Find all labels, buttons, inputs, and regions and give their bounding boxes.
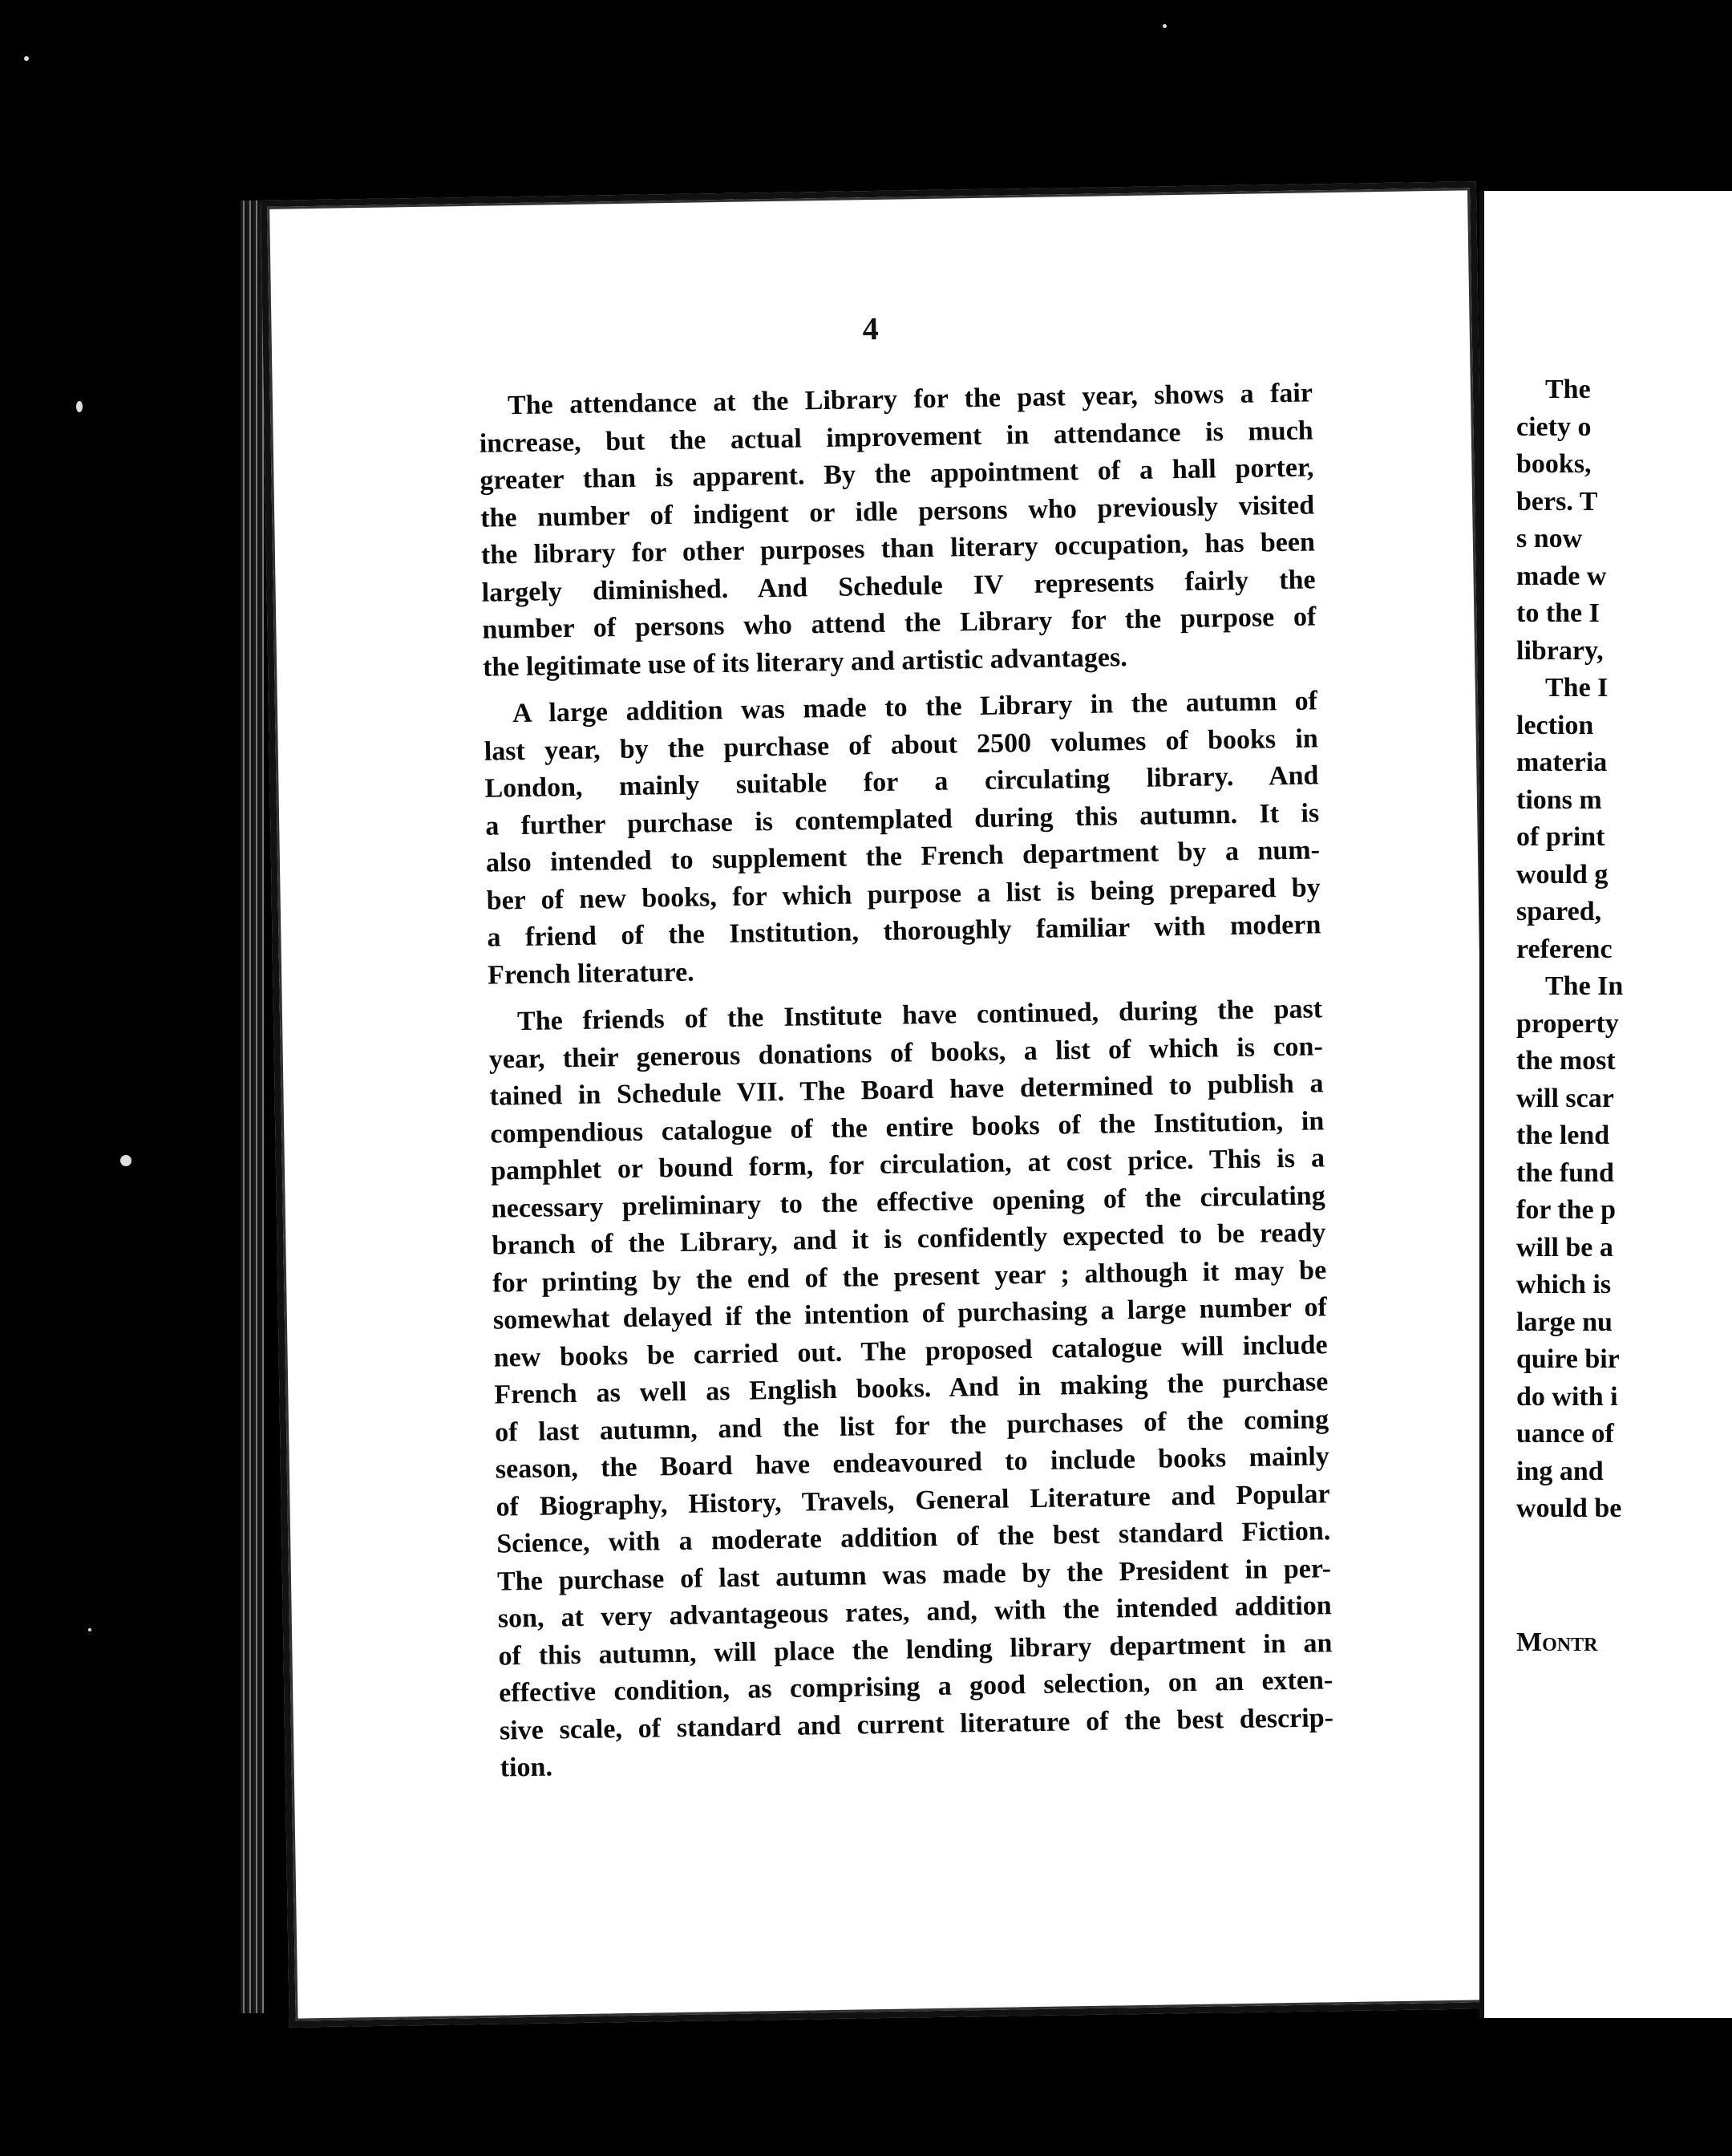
text-line: also intended to supplement the French department by a num-	[485, 835, 1321, 878]
text-line: year, their generous donations of books, a list of which is con-	[488, 1031, 1324, 1075]
text-line: greater than is apparent. By the appointment of a hall porter,	[480, 452, 1314, 496]
text-line: pamphlet or bound form, for circulation, at cost price. This is a	[490, 1143, 1325, 1186]
text-line: the library for other purposes than literary occupation, has been	[480, 527, 1316, 570]
text-fragment: made w	[1516, 561, 1607, 591]
text-fragment: The I	[1545, 673, 1609, 703]
text-fragment: tions m	[1516, 784, 1602, 815]
text-fragment: ing and	[1516, 1456, 1604, 1486]
footer-fragment: Montr	[1516, 1627, 1598, 1657]
text-line: the number of indigent or idle persons who previously visited	[480, 489, 1315, 533]
text-fragment: would be	[1516, 1493, 1622, 1523]
text-fragment: quire bir	[1516, 1344, 1620, 1374]
text-line: largely diminished. And Schedule IV represents fairly the	[481, 564, 1316, 608]
text-line: the legitimate use of its literary and artistic advantages.	[482, 642, 1127, 683]
text-line: last year, by the purchase of about 2500 volumes of books in	[484, 723, 1318, 767]
text-fragment: would g	[1516, 859, 1609, 890]
text-fragment: The In	[1545, 971, 1624, 1001]
text-fragment: for the p	[1516, 1195, 1617, 1225]
text-line: Science, with a moderate addition of the best standard Fiction.	[496, 1516, 1331, 1559]
text-fragment: bers. T	[1516, 486, 1598, 517]
text-fragment: to the I	[1516, 598, 1600, 628]
text-fragment: will be a	[1516, 1232, 1613, 1262]
text-line: new books be carried out. The proposed catalogue will include	[493, 1329, 1328, 1373]
text-fragment: the fund	[1516, 1157, 1614, 1188]
text-line: sive scale, of standard and current literature of the best descrip-	[499, 1702, 1334, 1746]
text-fragment: The	[1545, 375, 1591, 404]
text-line: French as well as English books. And in making the purchase	[494, 1367, 1329, 1410]
text-line: The friends of the Institute have continued, during the past	[516, 994, 1323, 1037]
left-page-body	[479, 375, 1334, 1787]
text-line: The purchase of last autumn was made by the President in per-	[496, 1553, 1332, 1597]
paragraph-2	[484, 683, 1322, 994]
text-fragment: ciety o	[1516, 411, 1592, 442]
text-line: The attendance at the Library for the past year, shows a fair	[507, 378, 1313, 421]
paragraph-3	[488, 991, 1334, 1787]
text-line: A large addition was made to the Library in the autumn of	[512, 686, 1318, 729]
text-fragment: will scar	[1516, 1083, 1614, 1113]
text-fragment: the lend	[1516, 1121, 1610, 1150]
text-fragment: referenc	[1516, 934, 1613, 964]
left-page	[261, 181, 1505, 2028]
text-fragment: of print	[1516, 822, 1605, 852]
text-line: for printing by the end of the present year ; although it may be	[492, 1254, 1327, 1299]
right-page-body	[1516, 371, 1732, 1661]
text-line: tion.	[500, 1752, 553, 1783]
text-fragment: spared,	[1516, 897, 1602, 926]
text-line: son, at very advantageous rates, and, with the intended addition	[497, 1591, 1332, 1634]
text-fragment: uance of	[1516, 1419, 1614, 1449]
text-line: necessary preliminary to the effective opening of the circulating	[491, 1180, 1325, 1224]
text-line: a friend of the Institution, thoroughly familiar with modern	[487, 910, 1321, 953]
text-line: branch of the Library, and it is confidently expected to be ready	[492, 1218, 1326, 1261]
text-line: compendious catalogue of the entire books of the Institution, in	[490, 1105, 1325, 1149]
text-line: tained in Schedule VII. The Board have determined to publish a	[489, 1068, 1324, 1112]
text-line: season, the Board have endeavoured to include books mainly	[495, 1441, 1330, 1485]
text-line: London, mainly suitable for a circulating library. And	[484, 760, 1319, 804]
text-line: ber of new books, for which purpose a list is being prepared by	[486, 872, 1321, 916]
text-fragment: materia	[1516, 748, 1608, 777]
text-line: of Biography, History, Travels, General Literature and Popular	[496, 1478, 1330, 1522]
book-page-edges	[241, 201, 265, 2013]
right-page	[1479, 191, 1732, 2018]
text-fragment: the most	[1516, 1046, 1616, 1076]
text-line: number of persons who attend the Library for the purpose of	[482, 602, 1317, 645]
text-fragment: do with i	[1516, 1381, 1618, 1412]
text-line: a further purchase is contemplated during this autumn. It is	[484, 797, 1320, 841]
text-fragment: which is	[1516, 1270, 1612, 1299]
text-line: increase, but the actual improvement in attendance is much	[479, 415, 1313, 459]
text-fragment: s now	[1516, 524, 1583, 553]
page-number: 4	[862, 310, 879, 347]
text-fragment: large nu	[1516, 1307, 1613, 1337]
text-line: somewhat delayed if the intention of purchasing a large number of	[492, 1292, 1328, 1335]
paragraph-1	[479, 375, 1317, 686]
spacer	[1516, 1528, 1732, 1624]
text-line: effective condition, as comprising a good selection, on an exten-	[498, 1665, 1333, 1708]
text-fragment: property	[1516, 1008, 1619, 1039]
text-fragment: library,	[1516, 635, 1604, 666]
text-line: French literature.	[487, 957, 694, 991]
text-fragment: lection	[1516, 710, 1594, 740]
text-line: of last autumn, and the list for the purchases of the coming	[494, 1404, 1329, 1448]
text-fragment: books,	[1516, 449, 1592, 479]
text-line: of this autumn, will place the lending library department in an	[498, 1627, 1333, 1672]
